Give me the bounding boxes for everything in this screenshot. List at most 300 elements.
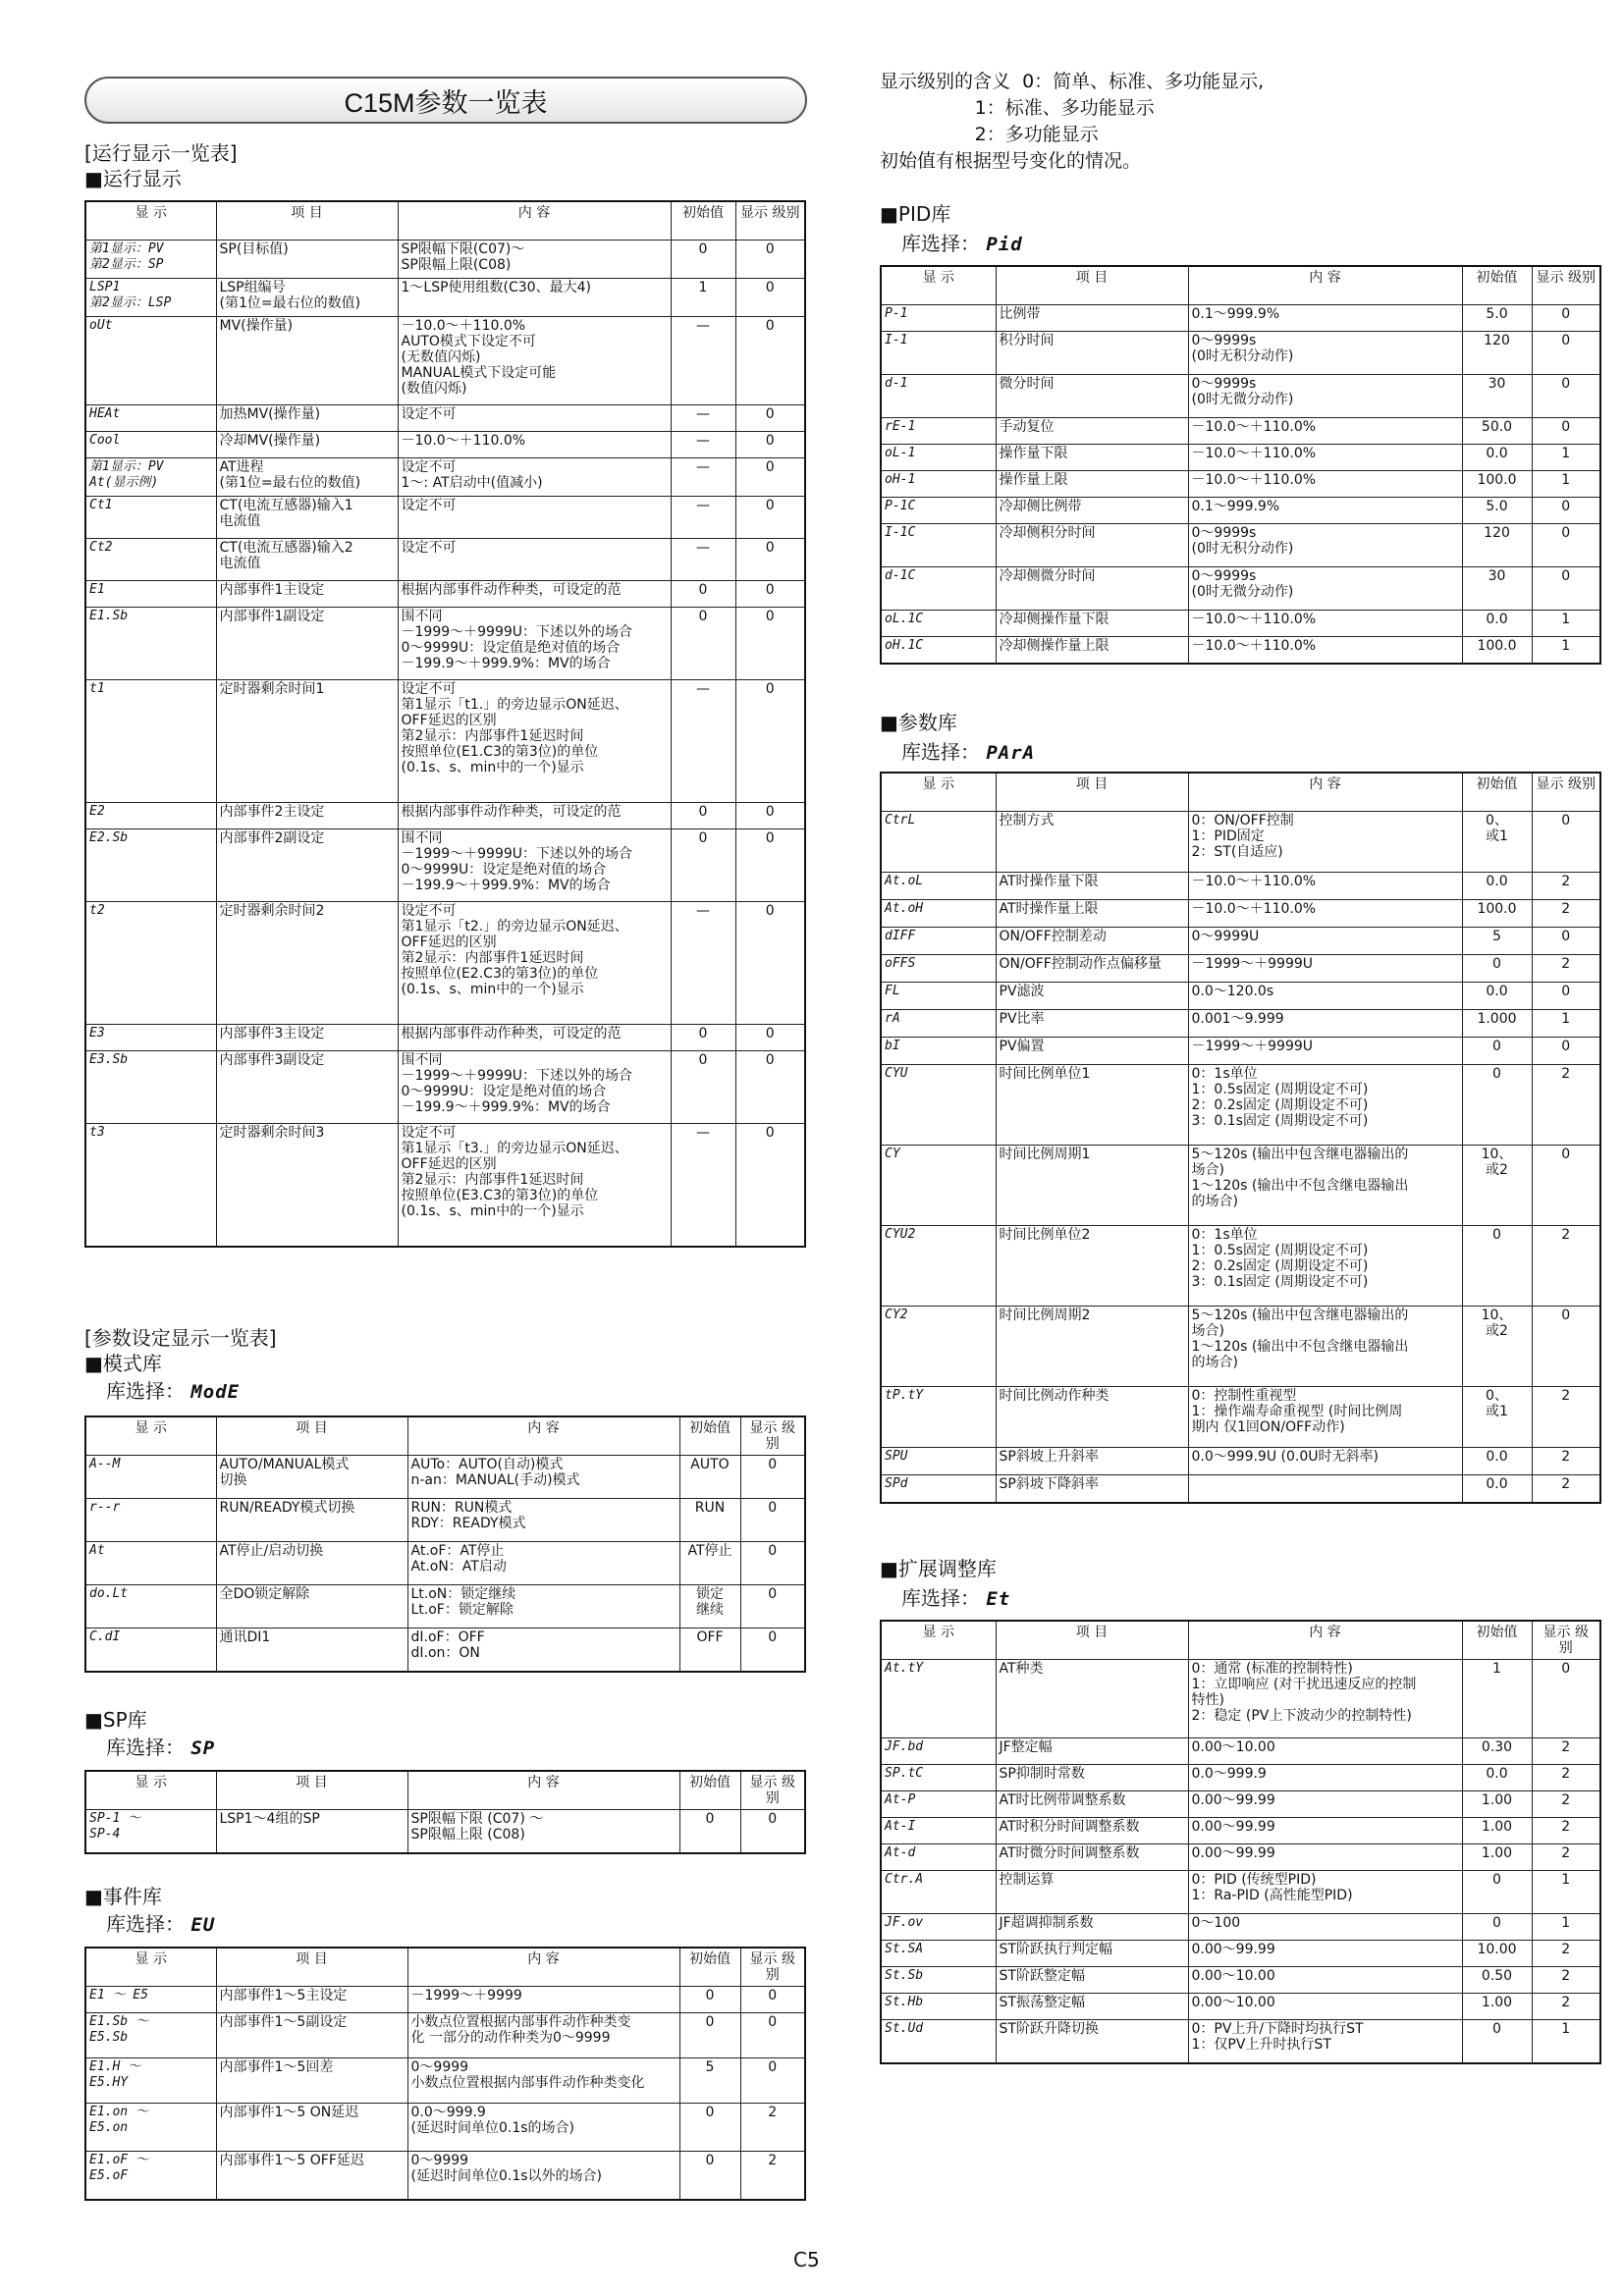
content-cell: Lt.oN：锁定继续 Lt.oF：锁定解除	[407, 1585, 679, 1629]
display-level-note: 显示级别的含义 0：简单、标准、多功能显示, 1：标准、多功能显示 2：多功能显示 初始值有根据型号变化的情况。	[880, 71, 1265, 172]
item-cell: SP抑制时常数	[996, 1765, 1188, 1791]
level-cell: 0	[1532, 1146, 1600, 1226]
level-cell: 2	[1532, 955, 1600, 983]
disp-cell: P-1C	[881, 498, 996, 524]
disp-cell: 第1显示：PV 第2显示：SP	[85, 240, 216, 279]
level-cell: 0	[735, 240, 805, 279]
init-cell: 0.0	[1462, 1448, 1532, 1475]
init-cell: 0.0	[1462, 445, 1532, 471]
init-cell: 0	[671, 240, 735, 279]
content-cell: 0.00～10.00	[1188, 1738, 1462, 1765]
item-cell: ON/OFF控制动作点偏移量	[996, 955, 1188, 983]
init-cell: 120	[1462, 332, 1532, 375]
item-cell: AT进程 (第1位=最右位的数值)	[216, 458, 398, 497]
level-cell: 2	[1532, 1765, 1600, 1791]
content-cell: 根据内部事件动作种类，可设定的范	[398, 1025, 671, 1051]
item-cell: AT时积分时间调整系数	[996, 1818, 1188, 1844]
level-cell: 0	[1532, 418, 1600, 445]
level-cell: 0	[735, 432, 805, 458]
table-row	[881, 1387, 1600, 1448]
col-header-content: 内 容	[1188, 1621, 1462, 1660]
init-cell: 1.00	[1462, 1844, 1532, 1871]
disp-cell: P-1	[881, 305, 996, 332]
table-row	[85, 458, 805, 497]
disp-cell: At.tY	[881, 1660, 996, 1738]
disp-cell: Ct1	[85, 497, 216, 539]
table-row	[881, 1660, 1600, 1738]
item-cell: PV比率	[996, 1010, 1188, 1038]
level-cell: 0	[740, 1987, 805, 2013]
table-row	[85, 432, 805, 458]
disp-cell: Cool	[85, 432, 216, 458]
disp-cell: SP.tC	[881, 1765, 996, 1791]
table-row	[85, 902, 805, 1025]
disp-cell: E1.on ～ E5.on	[85, 2104, 216, 2152]
item-cell: 内部事件1～5回差	[216, 2058, 407, 2104]
init-cell: 0	[1462, 955, 1532, 983]
disp-cell: At-d	[881, 1844, 996, 1871]
content-cell: 围不同 －1999～＋9999U：下述以外的场合 0～9999U：设定是绝对值的场合 －199.9～＋999.9%：MV的场合	[398, 829, 671, 902]
item-cell: 控制运算	[996, 1871, 1188, 1914]
level-cell: 1	[1532, 1871, 1600, 1914]
col-header-level: 显示 级 别	[740, 1416, 805, 1456]
item-cell: ON/OFF控制差动	[996, 928, 1188, 955]
table-row	[85, 405, 805, 432]
table-row	[881, 445, 1600, 471]
item-cell: AT时操作量下限	[996, 873, 1188, 900]
init-cell: 0	[1462, 1065, 1532, 1146]
item-cell: MV(操作量)	[216, 317, 398, 405]
col-header-item: 项 目	[996, 773, 1188, 812]
level-cell: 0	[740, 1810, 805, 1853]
level-cell: 2	[1532, 1448, 1600, 1475]
level-cell: 0	[1532, 375, 1600, 418]
content-cell: 0.001～9.999	[1188, 1010, 1462, 1038]
pid-bank-heading: ■PID库	[880, 202, 951, 226]
content-cell: At.oF：AT停止 At.oN：AT启动	[407, 1542, 679, 1585]
content-cell: 0～9999 (延迟时间单位0.1s以外的场合)	[407, 2152, 679, 2200]
item-cell: 冷却侧操作量下限	[996, 611, 1188, 637]
item-cell: ST振荡整定幅	[996, 1994, 1188, 2020]
disp-cell: oH.1C	[881, 637, 996, 664]
item-cell: SP斜坡上升斜率	[996, 1448, 1188, 1475]
col-header-init: 初始值	[671, 201, 735, 240]
init-cell: —	[671, 902, 735, 1025]
init-cell: 锁定 继续	[679, 1585, 740, 1629]
table-row	[85, 1025, 805, 1051]
item-cell: AUTO/MANUAL模式 切换	[216, 1456, 407, 1499]
init-cell: 0.0	[1462, 983, 1532, 1010]
level-cell: 2	[1532, 873, 1600, 900]
table-row	[85, 2152, 805, 2200]
item-cell: 时间比例单位1	[996, 1065, 1188, 1146]
disp-cell: do.Lt	[85, 1585, 216, 1629]
mode-bank-select: 库选择： ModE	[106, 1379, 241, 1403]
disp-cell: SPU	[881, 1448, 996, 1475]
col-header-disp: 显 示	[881, 773, 996, 812]
disp-cell: A--M	[85, 1456, 216, 1499]
init-cell: 0	[679, 2152, 740, 2200]
level-cell: 2	[1532, 1791, 1600, 1818]
content-cell: 围不同 －1999～＋9999U：下述以外的场合 0～9999U：设定值是绝对值的场合 －199.9～＋999.9%：MV的场合	[398, 608, 671, 680]
disp-cell: At	[85, 1542, 216, 1585]
disp-cell: d-1C	[881, 567, 996, 611]
table-row	[881, 1765, 1600, 1791]
item-cell: LSP组编号 (第1位=最右位的数值)	[216, 279, 398, 317]
disp-cell: At-P	[881, 1791, 996, 1818]
table-row	[881, 2020, 1600, 2063]
ext-bank-table	[880, 1620, 1601, 2064]
disp-cell: t1	[85, 680, 216, 803]
col-header-level: 显示 级别	[1532, 266, 1600, 305]
disp-cell: rA	[881, 1010, 996, 1038]
disp-cell: oUt	[85, 317, 216, 405]
disp-cell: 第1显示：PV At(显示例)	[85, 458, 216, 497]
init-cell: 50.0	[1462, 418, 1532, 445]
level-cell: 0	[735, 317, 805, 405]
content-cell: 设定不可	[398, 539, 671, 581]
item-cell: 内部事件3主设定	[216, 1025, 398, 1051]
init-cell: —	[671, 317, 735, 405]
col-header-disp: 显 示	[85, 1948, 216, 1987]
content-cell: SP限幅下限(C07)～ SP限幅上限(C08)	[398, 240, 671, 279]
disp-cell: oL.1C	[881, 611, 996, 637]
init-cell: —	[671, 432, 735, 458]
init-cell: 100.0	[1462, 471, 1532, 498]
item-cell: 内部事件1～5 OFF延迟	[216, 2152, 407, 2200]
disp-cell: oFFS	[881, 955, 996, 983]
init-cell: 10、 或2	[1462, 1146, 1532, 1226]
level-cell: 0	[1532, 567, 1600, 611]
content-cell: 0.1～999.9%	[1188, 305, 1462, 332]
table-row	[85, 279, 805, 317]
content-cell: 0：ON/OFF控制 1：PID固定 2：ST(自适应)	[1188, 812, 1462, 873]
col-header-item: 项 目	[216, 201, 398, 240]
col-header-disp: 显 示	[85, 201, 216, 240]
col-header-init: 初始值	[679, 1948, 740, 1987]
init-cell: 5.0	[1462, 498, 1532, 524]
disp-cell: HEAt	[85, 405, 216, 432]
level-cell: 2	[1532, 1475, 1600, 1503]
disp-cell: FL	[881, 983, 996, 1010]
col-header-content: 内 容	[407, 1416, 679, 1456]
disp-cell: I-1C	[881, 524, 996, 567]
level-cell: 0	[1532, 1307, 1600, 1387]
init-cell: 0	[1462, 2020, 1532, 2063]
content-cell: 根据内部事件动作种类，可设定的范	[398, 581, 671, 608]
item-cell: 冷却侧操作量上限	[996, 637, 1188, 664]
item-cell: 内部事件1副设定	[216, 608, 398, 680]
disp-cell: CtrL	[881, 812, 996, 873]
table-row	[85, 680, 805, 803]
level-cell: 0	[1532, 498, 1600, 524]
disp-cell: E1.Sb ～ E5.Sb	[85, 2013, 216, 2058]
level-cell: 0	[740, 1542, 805, 1585]
init-cell: 0	[679, 1810, 740, 1853]
init-cell: 0.0	[1462, 873, 1532, 900]
disp-cell: E3	[85, 1025, 216, 1051]
item-cell: 全DO锁定解除	[216, 1585, 407, 1629]
level-cell: 0	[1532, 1038, 1600, 1065]
content-cell: 0.00～99.99	[1188, 1818, 1462, 1844]
event-bank-code: EU	[190, 1914, 216, 1936]
item-cell: JF整定幅	[996, 1738, 1188, 1765]
level-cell: 2	[1532, 1967, 1600, 1994]
content-cell: 设定不可 第1显示「t1.」的旁边显示ON延迟、 OFF延迟的区别 第2显示：内部事件1延迟时间 按照单位(E1.C3的第3位)的单位 (0.1s、s、min中的一个)显示	[398, 680, 671, 803]
content-cell: 0.0～120.0s	[1188, 983, 1462, 1010]
item-cell: RUN/READY模式切换	[216, 1499, 407, 1542]
table-row	[85, 1629, 805, 1672]
item-cell: 时间比例周期2	[996, 1307, 1188, 1387]
init-cell: 0.50	[1462, 1967, 1532, 1994]
sp-bank-table	[84, 1770, 806, 1854]
col-header-content: 内 容	[407, 1771, 679, 1810]
ext-bank-heading: ■扩展调整库	[880, 1557, 997, 1580]
content-cell: SP限幅下限 (C07) ～ SP限幅上限 (C08)	[407, 1810, 679, 1853]
item-cell: 内部事件1～5 ON延迟	[216, 2104, 407, 2152]
init-cell: —	[671, 539, 735, 581]
init-cell: 1	[1462, 1660, 1532, 1738]
init-cell: 0	[1462, 1914, 1532, 1941]
disp-cell: CYU	[881, 1065, 996, 1146]
level-cell: 0	[735, 1051, 805, 1124]
table-row	[881, 1844, 1600, 1871]
table-row	[85, 1051, 805, 1124]
init-cell: RUN	[679, 1499, 740, 1542]
init-cell: 0、 或1	[1462, 812, 1532, 873]
content-cell: 0：控制性重视型 1：操作端寿命重视型 (时间比例周 期内 仅1回ON/OFF动作)	[1188, 1387, 1462, 1448]
col-header-disp: 显 示	[85, 1771, 216, 1810]
init-cell: 1.00	[1462, 1818, 1532, 1844]
table-row	[85, 803, 805, 829]
init-cell: 0.0	[1462, 1475, 1532, 1503]
table-row	[881, 1791, 1600, 1818]
item-cell: 定时器剩余时间3	[216, 1124, 398, 1247]
table-row	[881, 1010, 1600, 1038]
init-cell: 0	[1462, 1038, 1532, 1065]
table-row	[881, 332, 1600, 375]
table-row	[881, 498, 1600, 524]
content-cell: dI.oF：OFF dI.on：ON	[407, 1629, 679, 1672]
item-cell: 内部事件1主设定	[216, 581, 398, 608]
col-header-disp: 显 示	[881, 266, 996, 305]
disp-cell: SP-1 ～ SP-4	[85, 1810, 216, 1853]
page-title: C15M参数一览表	[84, 77, 807, 124]
content-cell: －10.0～＋110.0%	[1188, 471, 1462, 498]
content-cell: －1999～＋9999U	[1188, 955, 1462, 983]
init-cell: 0.30	[1462, 1738, 1532, 1765]
disp-cell: E1.oF ～ E5.oF	[85, 2152, 216, 2200]
init-cell: 0	[679, 2104, 740, 2152]
col-header-item: 项 目	[216, 1948, 407, 1987]
content-cell: －10.0～＋110.0% AUTO模式下设定不可 (无数值闪烁) MANUAL模式下设定可能 (数值闪烁)	[398, 317, 671, 405]
table-row	[881, 375, 1600, 418]
init-cell: 30	[1462, 375, 1532, 418]
init-cell: 0、 或1	[1462, 1387, 1532, 1448]
content-cell: 设定不可	[398, 497, 671, 539]
disp-cell: Ctr.A	[881, 1871, 996, 1914]
level-cell: 0	[1532, 983, 1600, 1010]
disp-cell: E1.H ～ E5.HY	[85, 2058, 216, 2104]
item-cell: 时间比例动作种类	[996, 1387, 1188, 1448]
level-cell: 1	[1532, 1010, 1600, 1038]
level-cell: 1	[1532, 471, 1600, 498]
disp-cell: oH-1	[881, 471, 996, 498]
disp-cell: E1	[85, 581, 216, 608]
disp-cell: tP.tY	[881, 1387, 996, 1448]
mode-bank-code: ModE	[190, 1381, 241, 1403]
table-row	[85, 2058, 805, 2104]
level-cell: 1	[1532, 445, 1600, 471]
level-cell: 0	[735, 497, 805, 539]
table-row	[85, 1499, 805, 1542]
table-row	[85, 829, 805, 902]
level-cell: 2	[740, 2104, 805, 2152]
item-cell: 加热MV(操作量)	[216, 405, 398, 432]
content-cell: 0.0～999.9	[1188, 1765, 1462, 1791]
item-cell: 通讯DI1	[216, 1629, 407, 1672]
disp-cell: St.Ud	[881, 2020, 996, 2063]
disp-cell: St.Sb	[881, 1967, 996, 1994]
table-row	[881, 1065, 1600, 1146]
init-cell: 30	[1462, 567, 1532, 611]
item-cell: PV滤波	[996, 983, 1188, 1010]
col-header-level: 显示 级 别	[1532, 1621, 1600, 1660]
content-cell: 0～100	[1188, 1914, 1462, 1941]
item-cell: 积分时间	[996, 332, 1188, 375]
run-section-title: [运行显示一览表]	[84, 141, 238, 165]
level-cell: 0	[1532, 928, 1600, 955]
col-header-item: 项 目	[996, 266, 1188, 305]
table-row	[881, 928, 1600, 955]
content-cell: 0.1～999.9%	[1188, 498, 1462, 524]
item-cell: ST阶跃执行判定幅	[996, 1941, 1188, 1967]
level-cell: 0	[735, 608, 805, 680]
table-row	[881, 567, 1600, 611]
disp-cell: E3.Sb	[85, 1051, 216, 1124]
col-header-content: 内 容	[398, 201, 671, 240]
init-cell: 0	[671, 803, 735, 829]
disp-cell: rE-1	[881, 418, 996, 445]
disp-cell: SPd	[881, 1475, 996, 1503]
table-row	[881, 955, 1600, 983]
level-cell: 0	[1532, 812, 1600, 873]
disp-cell: dIFF	[881, 928, 996, 955]
content-cell: 0.00～99.99	[1188, 1791, 1462, 1818]
init-cell: 0	[671, 1025, 735, 1051]
disp-cell: St.SA	[881, 1941, 996, 1967]
disp-cell: t2	[85, 902, 216, 1025]
table-row	[85, 1987, 805, 2013]
col-header-item: 项 目	[216, 1416, 407, 1456]
col-header-init: 初始值	[1462, 266, 1532, 305]
init-cell: 10.00	[1462, 1941, 1532, 1967]
level-cell: 0	[740, 2013, 805, 2058]
item-cell: 内部事件3副设定	[216, 1051, 398, 1124]
init-cell: 1.00	[1462, 1994, 1532, 2020]
init-cell: 100.0	[1462, 637, 1532, 664]
col-header-init: 初始值	[1462, 773, 1532, 812]
init-cell: —	[671, 405, 735, 432]
level-cell: 0	[735, 581, 805, 608]
table-row	[881, 418, 1600, 445]
col-header-disp: 显 示	[881, 1621, 996, 1660]
init-cell: 10、 或2	[1462, 1307, 1532, 1387]
item-cell: ST阶跃升降切换	[996, 2020, 1188, 2063]
col-header-content: 内 容	[1188, 773, 1462, 812]
level-cell: 2	[1532, 1994, 1600, 2020]
item-cell: 定时器剩余时间2	[216, 902, 398, 1025]
col-header-content: 内 容	[1188, 266, 1462, 305]
para-bank-select: 库选择： PArA	[901, 740, 1036, 764]
item-cell: 定时器剩余时间1	[216, 680, 398, 803]
content-cell: RUN：RUN模式 RDY：READY模式	[407, 1499, 679, 1542]
sp-bank-heading: ■SP库	[84, 1708, 147, 1732]
level-cell: 2	[1532, 1941, 1600, 1967]
table-row	[881, 305, 1600, 332]
content-cell: 0：1s单位 1：0.5s固定 (周期设定不可) 2：0.2s固定 (周期设定不可) 3：0.1s固定 (周期设定不可)	[1188, 1226, 1462, 1307]
disp-cell: St.Hb	[881, 1994, 996, 2020]
content-cell: 设定不可	[398, 405, 671, 432]
item-cell: 冷却MV(操作量)	[216, 432, 398, 458]
init-cell: AT停止	[679, 1542, 740, 1585]
level-cell: 1	[1532, 2020, 1600, 2063]
col-header-init: 初始值	[679, 1416, 740, 1456]
table-row	[85, 608, 805, 680]
disp-cell: E1 ～ E5	[85, 1987, 216, 2013]
content-cell: 0.0～999.9U (0.0U时无斜率)	[1188, 1448, 1462, 1475]
level-cell: 0	[740, 1585, 805, 1629]
level-cell: 0	[735, 829, 805, 902]
content-cell: 5～120s (输出中包含继电器输出的 场合) 1～120s (输出中不包含继电器输出 的场合)	[1188, 1146, 1462, 1226]
mode-bank-heading: ■模式库	[84, 1352, 162, 1375]
content-cell: 0～9999U	[1188, 928, 1462, 955]
level-cell: 0	[735, 1124, 805, 1247]
item-cell: 内部事件1～5副设定	[216, 2013, 407, 2058]
content-cell: AUTo：AUTO(自动)模式 n-an：MANUAL(手动)模式	[407, 1456, 679, 1499]
page-number: C5	[793, 2248, 820, 2271]
item-cell: 内部事件2副设定	[216, 829, 398, 902]
disp-cell: At.oH	[881, 900, 996, 928]
disp-cell: E1.Sb	[85, 608, 216, 680]
disp-cell: E2.Sb	[85, 829, 216, 902]
content-cell: 0：通常 (标准的控制特性) 1：立即响应 (对干扰迅速反应的控制 特性) 2：稳定 (PV上下波动少的控制特性)	[1188, 1660, 1462, 1738]
item-cell: 比例带	[996, 305, 1188, 332]
disp-cell: I-1	[881, 332, 996, 375]
level-cell: 2	[1532, 1065, 1600, 1146]
level-cell: 2	[1532, 1844, 1600, 1871]
disp-cell: r--r	[85, 1499, 216, 1542]
init-cell: OFF	[679, 1629, 740, 1672]
item-cell: SP斜坡下降斜率	[996, 1475, 1188, 1503]
init-cell: 0	[1462, 1226, 1532, 1307]
disp-cell: bI	[881, 1038, 996, 1065]
run-display-table	[84, 200, 806, 1248]
disp-cell: t3	[85, 1124, 216, 1247]
content-cell: 0～9999s (0时无积分动作)	[1188, 332, 1462, 375]
disp-cell: Ct2	[85, 539, 216, 581]
table-row	[881, 1914, 1600, 1941]
table-row	[881, 1738, 1600, 1765]
content-cell: 0.0～999.9 (延迟时间单位0.1s的场合)	[407, 2104, 679, 2152]
item-cell: 时间比例周期1	[996, 1146, 1188, 1226]
table-row	[881, 900, 1600, 928]
content-cell: 0～9999 小数点位置根据内部事件动作种类变化	[407, 2058, 679, 2104]
content-cell: 小数点位置根据内部事件动作种类变 化 一部分的动作种类为0～9999	[407, 2013, 679, 2058]
content-cell: 5～120s (输出中包含继电器输出的 场合) 1～120s (输出中不包含继电器输出 的场合)	[1188, 1307, 1462, 1387]
init-cell: AUTO	[679, 1456, 740, 1499]
table-row	[881, 1226, 1600, 1307]
